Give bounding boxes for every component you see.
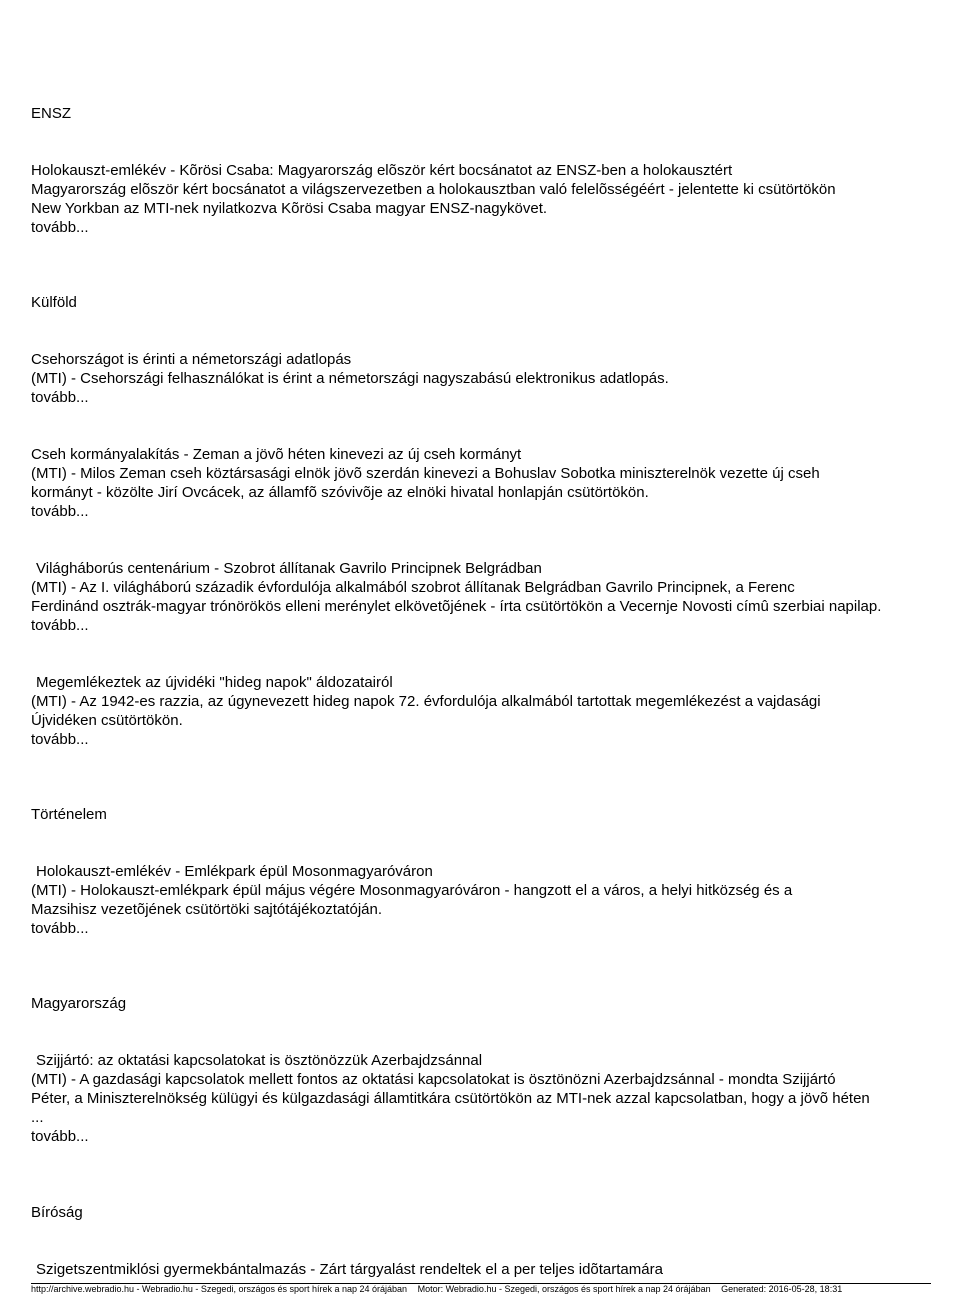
footer-generated: Generated: 2016-05-28, 18:31 xyxy=(721,1284,843,1294)
read-more-link[interactable]: tovább... xyxy=(31,617,89,634)
section-title-tortenelem: Történelem xyxy=(31,806,107,823)
section-title-ensz: ENSZ xyxy=(31,105,72,122)
article-body-line: (MTI) - Az 1942-es razzia, az úgynevezett hideg napok 72. évfordulója alkalmából tartottak megemlékezést a vajdasági xyxy=(31,693,821,710)
read-more-link[interactable]: tovább... xyxy=(31,920,89,937)
section-title-kulfold: Külföld xyxy=(31,294,77,311)
footer-page: Motor: Webradio.hu - Szegedi, országos és sport hírek a nap 24 órájában xyxy=(417,1284,711,1294)
article-body-line: Magyarország elõször kért bocsánatot a világszervezetben a holokausztban való felelõsségéért - jelentette ki csütörtökön xyxy=(31,181,836,198)
article-headline: Holokauszt-emlékév - Kõrösi Csaba: Magyarország elõször kért bocsánatot az ENSZ-ben a holokausztért xyxy=(31,162,733,179)
article-kulfold-3 xyxy=(31,559,956,635)
article-kulfold-4 xyxy=(31,673,956,749)
article-body-line: (MTI) - Milos Zeman cseh köztársasági elnök jövõ szerdán kinevezi a Bohuslav Sobotka miniszterelnök vezette új cseh xyxy=(31,465,820,482)
article-headline: Világháborús centenárium - Szobrot állítanak Gavrilo Principnek Belgrádban xyxy=(36,560,542,577)
footer-url: http://archive.webradio.hu - Webradio.hu - Szegedi, országos és sport hírek a nap 24 órájában xyxy=(31,1284,408,1294)
article-body-line: (MTI) - Csehországi felhasználókat is érint a németországi nagyszabású elektronikus adatlopás. xyxy=(31,370,669,387)
article-body-line: Újvidéken csütörtökön. xyxy=(31,712,183,729)
article-body-line: (MTI) - Az I. világháború századik évfordulója alkalmából szobrot állítanak Belgrádban Gavrilo Principnek, a Ferenc xyxy=(31,579,795,596)
article-headline: Cseh kormányalakítás - Zeman a jövõ héten kinevezi az új cseh kormányt xyxy=(31,446,522,463)
article-body-line: Ferdinánd osztrák-magyar trónörökös elleni merénylet elkövetõjének - írta csütörtökön a Vecernje Novosti címû szerbiai napilap. xyxy=(31,598,882,615)
article-body-line: ... xyxy=(31,1109,44,1126)
article-headline: Holokauszt-emlékév - Emlékpark épül Mosonmagyaróváron xyxy=(36,863,433,880)
section-title-birosag: Bíróság xyxy=(31,1204,83,1221)
read-more-link[interactable]: tovább... xyxy=(31,389,89,406)
page-footer xyxy=(31,1283,931,1295)
article-kulfold-2 xyxy=(31,445,956,521)
article-ensz-1 xyxy=(31,161,956,237)
article-headline: Csehországot is érinti a németországi adatlopás xyxy=(31,351,352,368)
article-birosag-1 xyxy=(31,1260,956,1279)
article-body-line: kormányt - közölte Jirí Ovcácek, az államfõ szóvivõje az elnöki hivatal honlapján csütörtökön. xyxy=(31,484,649,501)
article-headline: Szigetszentmiklósi gyermekbántalmazás - Zárt tárgyalást rendeltek el a per teljes idõtartamára xyxy=(36,1261,663,1278)
article-body-line: (MTI) - Holokauszt-emlékpark épül május végére Mosonmagyaróváron - hangzott el a város, a helyi hitközség és a xyxy=(31,882,793,899)
article-headline: Szijjártó: az oktatási kapcsolatokat is ösztönözzük Azerbajdzsánnal xyxy=(36,1052,483,1069)
article-tortenelem-1 xyxy=(31,862,956,938)
article-body-line: (MTI) - A gazdasági kapcsolatok mellett fontos az oktatási kapcsolatokat is ösztönözni Azerbajdzsánnal - mondta Szijjártó xyxy=(31,1071,836,1088)
article-kulfold-1 xyxy=(31,350,956,407)
article-body-line: Péter, a Miniszterelnökség külügyi és külgazdasági államtitkára csütörtökön az MTI-nek azzal kapcsolatban, hogy a jövõ héten xyxy=(31,1090,870,1107)
article-body-line: Mazsihisz vezetõjének csütörtöki sajtótájékoztatóján. xyxy=(31,901,383,918)
article-magyarorszag-1 xyxy=(31,1051,956,1146)
article-body-line: New Yorkban az MTI-nek nyilatkozva Kõrösi Csaba magyar ENSZ-nagykövet. xyxy=(31,200,548,217)
read-more-link[interactable]: tovább... xyxy=(31,731,89,748)
article-headline: Megemlékeztek az újvidéki "hideg napok" áldozatairól xyxy=(36,674,393,691)
read-more-link[interactable]: tovább... xyxy=(31,219,89,236)
read-more-link[interactable]: tovább... xyxy=(31,503,89,520)
section-title-magyarorszag: Magyarország xyxy=(31,995,127,1012)
read-more-link[interactable]: tovább... xyxy=(31,1128,89,1145)
